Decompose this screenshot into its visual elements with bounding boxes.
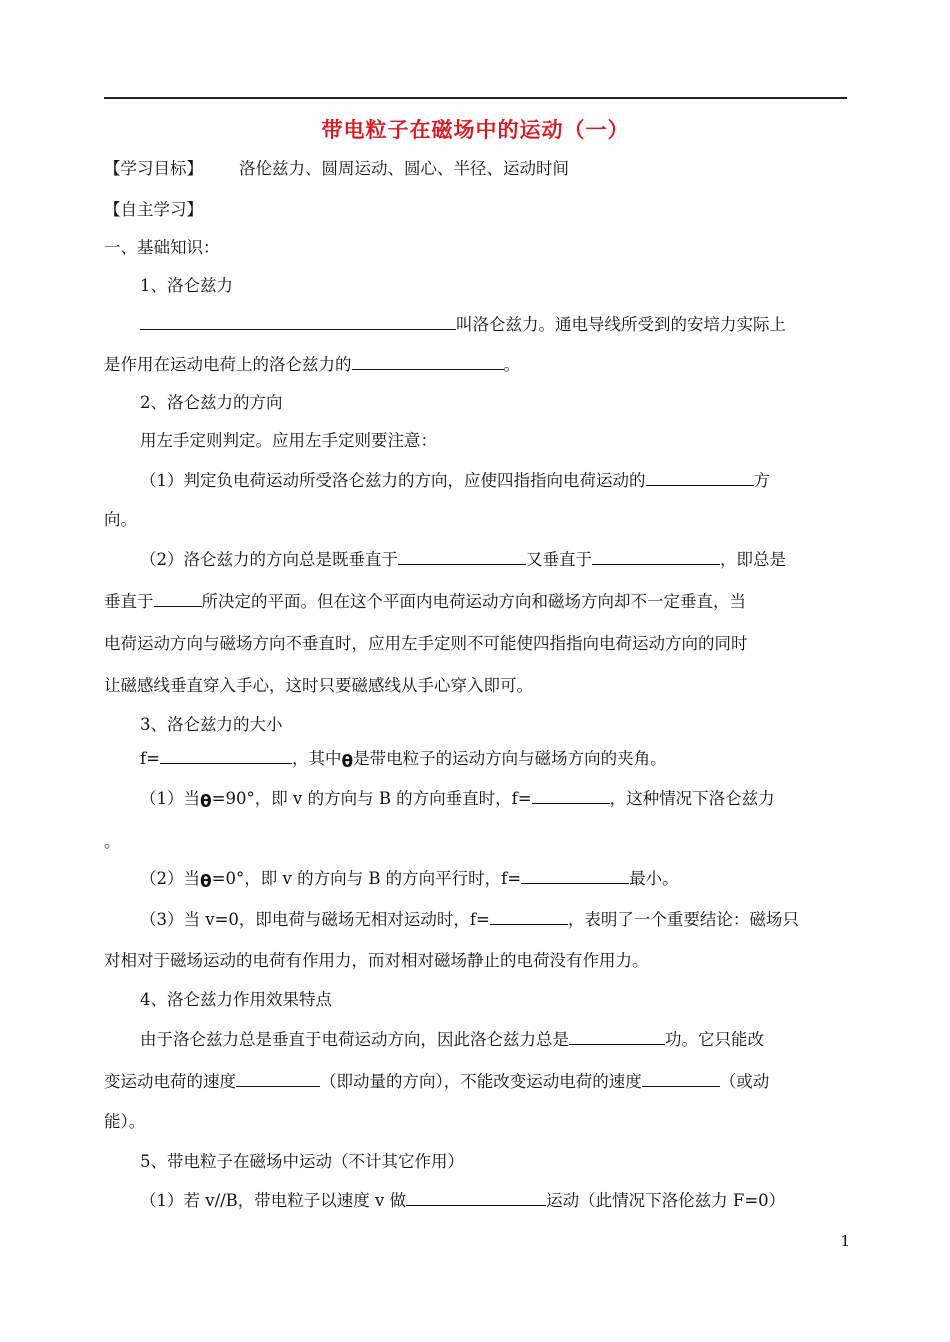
s3-case1-cont: 。 (104, 832, 121, 851)
blank-perp-1[interactable] (398, 547, 526, 565)
page-number: 1 (840, 1232, 850, 1250)
blank-force-formula[interactable] (160, 746, 292, 764)
blank-work[interactable] (569, 1027, 665, 1045)
blank-motion-type[interactable] (406, 1188, 546, 1206)
blank-plane[interactable] (154, 589, 202, 607)
s2-p2-line3: 电荷运动方向与磁场方向不垂直时，应用左手定则不可能使四指指向电荷运动方向的同时 (104, 634, 748, 653)
blank-perp-2[interactable] (592, 547, 720, 565)
section-1-heading: 一、基础知识： (104, 238, 220, 257)
s3-case3: （3）当 v=0，即电荷与磁场无相对运动时，f= ，表明了一个重要结论：磁场只 (140, 907, 849, 932)
s2-p1: （1）判定负电荷运动所受洛仑兹力的方向，应使四指指向电荷运动的 方 (140, 468, 849, 493)
blank-velocity-magnitude[interactable] (642, 1069, 720, 1087)
s3-case2: （2）当θ=0°，即 v 的方向与 B 的方向平行时，f= 最小。 (140, 866, 849, 891)
s2-p2-line2: 垂直于 所决定的平面。但在这个平面内电荷运动方向和磁场方向却不一定垂直，当 (104, 589, 849, 614)
objectives-text: 洛伦兹力、圆周运动、圆心、半径、运动时间 (239, 159, 569, 178)
s5-p1: （1）若 v//B，带电粒子以速度 v 做 运动（此情况下洛伦兹力 F=0） (140, 1188, 849, 1213)
theta-symbol: θ (200, 872, 212, 892)
header-rule (104, 97, 847, 99)
s4-line3: 能）。 (104, 1112, 146, 1131)
s3-case1: （1）当θ=90°，即 v 的方向与 B 的方向垂直时，f= ，这种情况下洛仑兹力 (140, 786, 849, 811)
blank-force-zero[interactable] (490, 907, 568, 925)
s3-case3-cont: 对相对于磁场运动的电荷有作用力，而对相对磁场静止的电荷没有作用力。 (104, 951, 649, 970)
s2-p2-line4: 让磁感线垂直穿入手心，这时只要磁感线从手心穿入即可。 (104, 676, 533, 695)
s4-line2: 变运动电荷的速度 （即动量的方向），不能改变运动电荷的速度 （或动 (104, 1069, 849, 1094)
theta-symbol: θ (341, 752, 354, 772)
s1-heading: 1、洛仑兹力 (140, 276, 233, 295)
s2-p2-line1: （2）洛仑兹力的方向总是既垂直于 又垂直于 ，即总是 (140, 547, 849, 572)
s3-formula-line: f= ，其中θ是带电粒子的运动方向与磁场方向的夹角。 (140, 746, 849, 771)
s1-line2: 是作用在运动电荷上的洛仑兹力的 。 (104, 352, 849, 377)
blank-force-min[interactable] (521, 866, 629, 884)
theta-symbol: θ (200, 792, 212, 812)
objectives-label: 【学习目标】 (104, 159, 203, 178)
s3-heading: 3、洛仑兹力的大小 (140, 715, 283, 734)
page-title: 带电粒子在磁场中的运动（一） (321, 117, 630, 142)
self-study-heading: 【自主学习】 (104, 200, 203, 219)
blank-velocity-direction[interactable] (236, 1069, 320, 1087)
s2-heading: 2、洛仑兹力的方向 (140, 393, 283, 412)
s5-heading: 5、带电粒子在磁场中运动（不计其它作用） (140, 1152, 464, 1171)
s1-line1: 叫洛仑兹力。通电导线所受到的安培力实际上 (140, 312, 849, 337)
s4-heading: 4、洛仑兹力作用效果特点 (140, 990, 332, 1009)
blank-negative-direction[interactable] (646, 468, 754, 486)
s4-line1: 由于洛仑兹力总是垂直于电荷运动方向，因此洛仑兹力总是 功。它只能改 (140, 1027, 849, 1052)
blank-ampere-relation[interactable] (352, 352, 504, 370)
blank-definition[interactable] (140, 312, 456, 330)
objectives-line (104, 157, 849, 181)
s2-intro: 用左手定则判定。应用左手定则要注意： (140, 431, 437, 450)
s2-p1-cont: 向。 (104, 510, 137, 529)
blank-force-max[interactable] (532, 786, 610, 804)
